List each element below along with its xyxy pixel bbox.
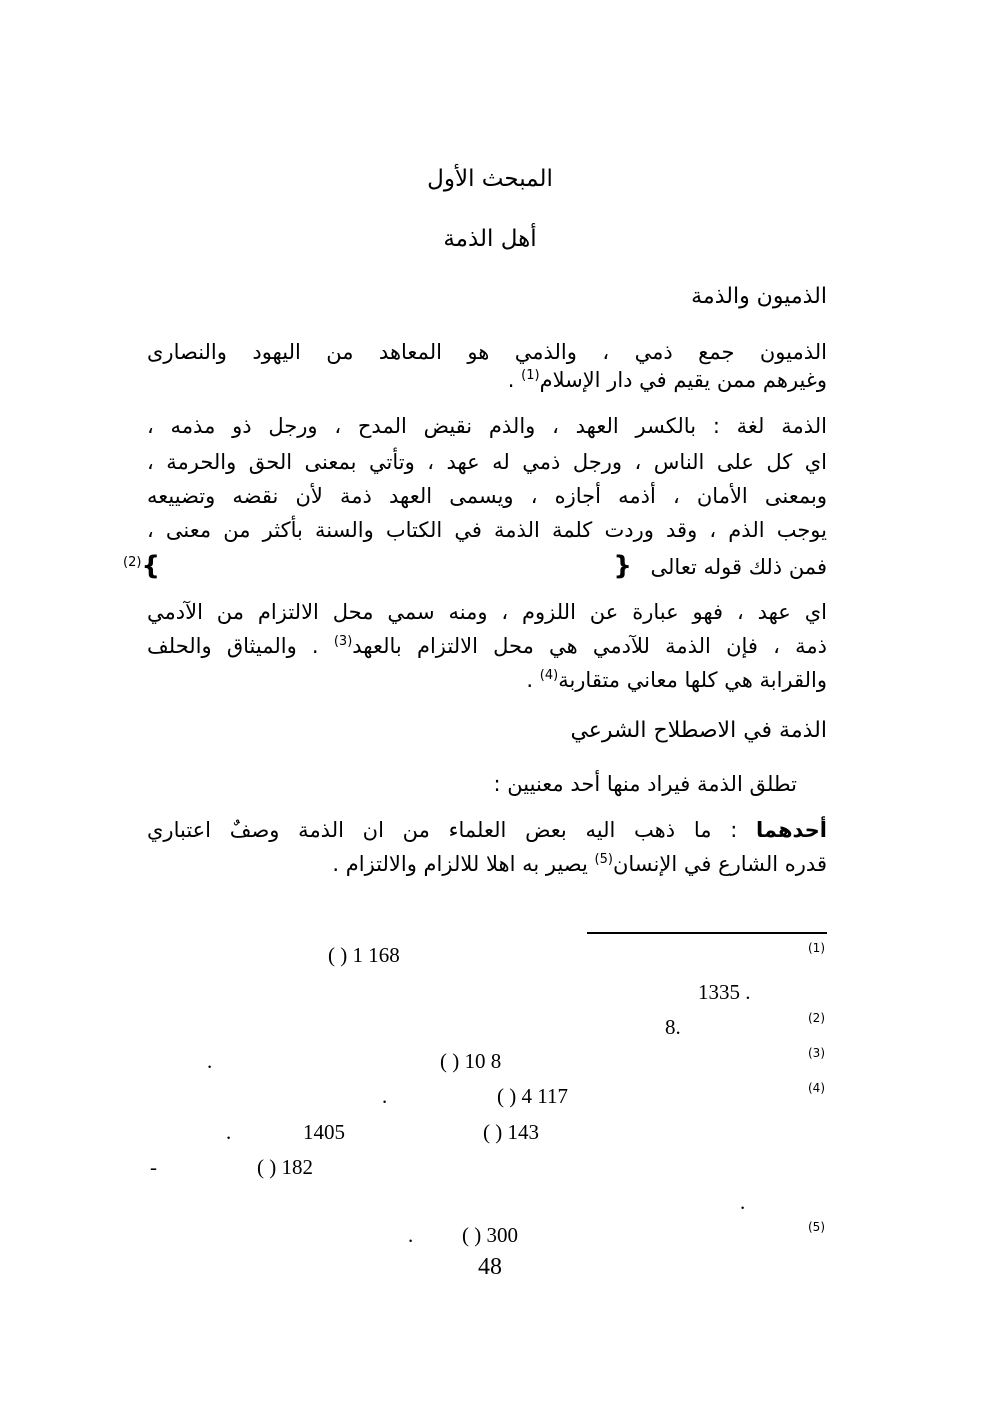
paragraph-line: والقرابة هي كلها معاني متقاربة$^{(4)}$ . [526,668,827,692]
chapter-heading: المبحث الأول [427,166,553,192]
paragraph-line: يوجب الذم ، وقد وردت كلمة الذمة في الكتاب والسنة بأكثر من معنى ، [147,518,827,542]
quran-open-brace: { [613,551,632,581]
footnote-text: ( ) 1 168 [328,943,400,967]
footnote-text: . [207,1049,213,1073]
footnote-ref: (3) [333,634,353,649]
paragraph-line: وغيرهم ممن يقيم في دار الإسلام$^{(1)}$ . [507,368,827,392]
footnote-text: - [150,1155,157,1179]
paragraph-line: وبمعنى الأمان ، أذمه أجازه ، ويسمى العهد ذمة لأن نقضه وتضييعه [147,484,827,508]
footnote-number: (4) [808,1081,825,1095]
footnote-text: 1405 [303,1120,345,1144]
paragraph-line: أحدهما : ما ذهب اليه بعض العلماء من ان الذمة وصفٌ اعتباري [147,818,827,842]
footnote-text: ( ) 10 8 [440,1049,502,1073]
paragraph-line: اي عهد ، فهو عبارة عن اللزوم ، ومنه سمي محل الالتزام من الآدمي [147,600,827,624]
chapter-title: أهل الذمة [443,226,537,252]
footnote-ref: (1) [521,368,540,383]
footnote-text: ( ) 4 117 [497,1084,568,1108]
footnote-text: 8. [665,1015,681,1039]
footnote-text: . [740,1190,746,1214]
footnote-separator [587,932,827,934]
paragraph-line: الذميون جمع ذمي ، والذمي هو المعاهد من اليهود والنصارى [147,340,827,364]
footnote-ref: (5) [594,852,613,867]
footnote-ref: (2) [123,555,142,570]
quran-close-brace: } [141,551,160,581]
paragraph-line: قدره الشارع في الإنسان$^{(5)}$ يصير به اهلا للالزام والالتزام . [332,852,827,876]
footnote-text: ( ) 300 [462,1223,518,1247]
footnote-text: . [382,1084,388,1108]
footnote-ref: (4) [539,668,559,683]
footnote-text: 1335 . [698,980,751,1004]
section-title-dhimmis: الذميون والذمة [691,284,827,309]
section-title-legal-term: الذمة في الاصطلاح الشرعي [570,718,827,743]
bold-term: أحدهما [756,818,827,842]
footnote-text: . [226,1120,232,1144]
paragraph-line: اي كل على الناس ، ورجل ذمي له عهد ، وتأتي بمعنى الحق والحرمة ، [147,450,827,474]
paragraph-line: فمن ذلك قوله تعالى { }$^{(2)}$ [123,551,827,581]
paragraph-line: تطلق الذمة فيراد منها أحد معنيين : [493,772,797,796]
footnote-number: (1) [808,941,825,955]
footnote-text: ( ) 143 [483,1120,539,1144]
paragraph-line: الذمة لغة : بالكسر العهد ، والذم نقيض المدح ، ورجل ذو مذمه ، [147,414,827,438]
page-number: 48 [478,1254,502,1280]
footnote-text: ( ) 182 [257,1155,313,1179]
footnote-number: (2) [808,1011,825,1025]
footnote-text: . [408,1223,414,1247]
footnote-number: (5) [808,1220,825,1234]
paragraph-line: ذمة ، فإن الذمة للآدمي هي محل الالتزام بالعهد$^{(3)}$ . والميثاق والحلف [147,634,827,658]
footnote-number: (3) [808,1046,825,1060]
